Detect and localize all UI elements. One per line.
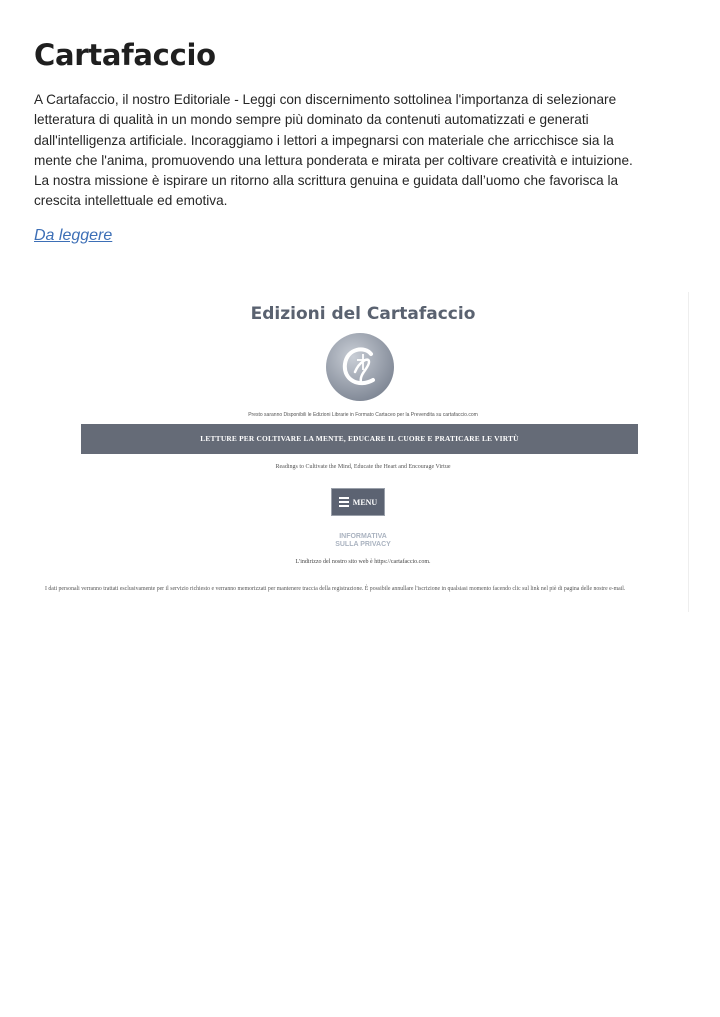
intro-line: dall'intelligenza artificiale. Incoraggiamo i lettori a impegnarsi con materiale che arricchisce sia la	[34, 132, 614, 148]
prevendita-notice: Presto saranno Disponibili le Edizioni Librarie in Formato Cartaceo per la Prevendita su cartafaccio.com	[248, 412, 478, 418]
privacy-disclaimer: I dati personali verranno trattati esclusivamente per il servizio richiesto e verranno memorizzati per mantenere traccia della registrazione. È possibile annullare l'iscrizione in qualsiasi momento facendo clic sul link nel piè di pagina delle nostre e-mail.	[45, 586, 626, 592]
privacy-line: INFORMATIVA	[339, 533, 387, 540]
intro-line: mente che l'anima, promuovendo una lettura ponderata e mirata per coltivare creatività e intuizione.	[34, 152, 633, 168]
hamburger-icon	[339, 497, 349, 507]
privacy-link[interactable]	[38, 533, 688, 549]
intro-line: La nostra missione è ispirare un ritorno alla scrittura genuina e guidata dall’uomo che favorisca la	[34, 173, 619, 189]
page-title: Cartafaccio	[34, 38, 216, 72]
english-tagline: Readings to Cultivate the Mind, Educate the Heart and Encourage Virtue	[275, 464, 451, 470]
tagline-banner: LETTURE PER COLTIVARE LA MENTE, EDUCARE IL CUORE E PRATICARE LE VIRTÙ	[81, 424, 638, 454]
embedded-site-screenshot	[38, 292, 689, 612]
menu-button[interactable]	[331, 488, 385, 516]
site-brand: Edizioni del Cartafaccio	[250, 304, 476, 324]
privacy-line: SULLA PRIVACY	[335, 541, 391, 548]
intro-line: letteratura di qualità in un mondo sempre più dominato da contenuti automatizzati e generati	[34, 112, 589, 128]
intro-line: crescita intellettuale ed emotiva.	[34, 193, 228, 209]
intro-paragraph	[34, 90, 684, 212]
read-link[interactable]: Da leggere	[34, 226, 113, 244]
menu-label: MENU	[352, 497, 378, 507]
intro-line: A Cartafaccio, il nostro Editoriale - Leggi con discernimento sottolinea l'importanza di selezionare	[34, 92, 617, 107]
article	[34, 36, 684, 245]
site-address: L'indirizzo del nostro sito web è https://cartafaccio.com.	[295, 559, 431, 565]
cartafaccio-logo-icon	[325, 332, 395, 402]
